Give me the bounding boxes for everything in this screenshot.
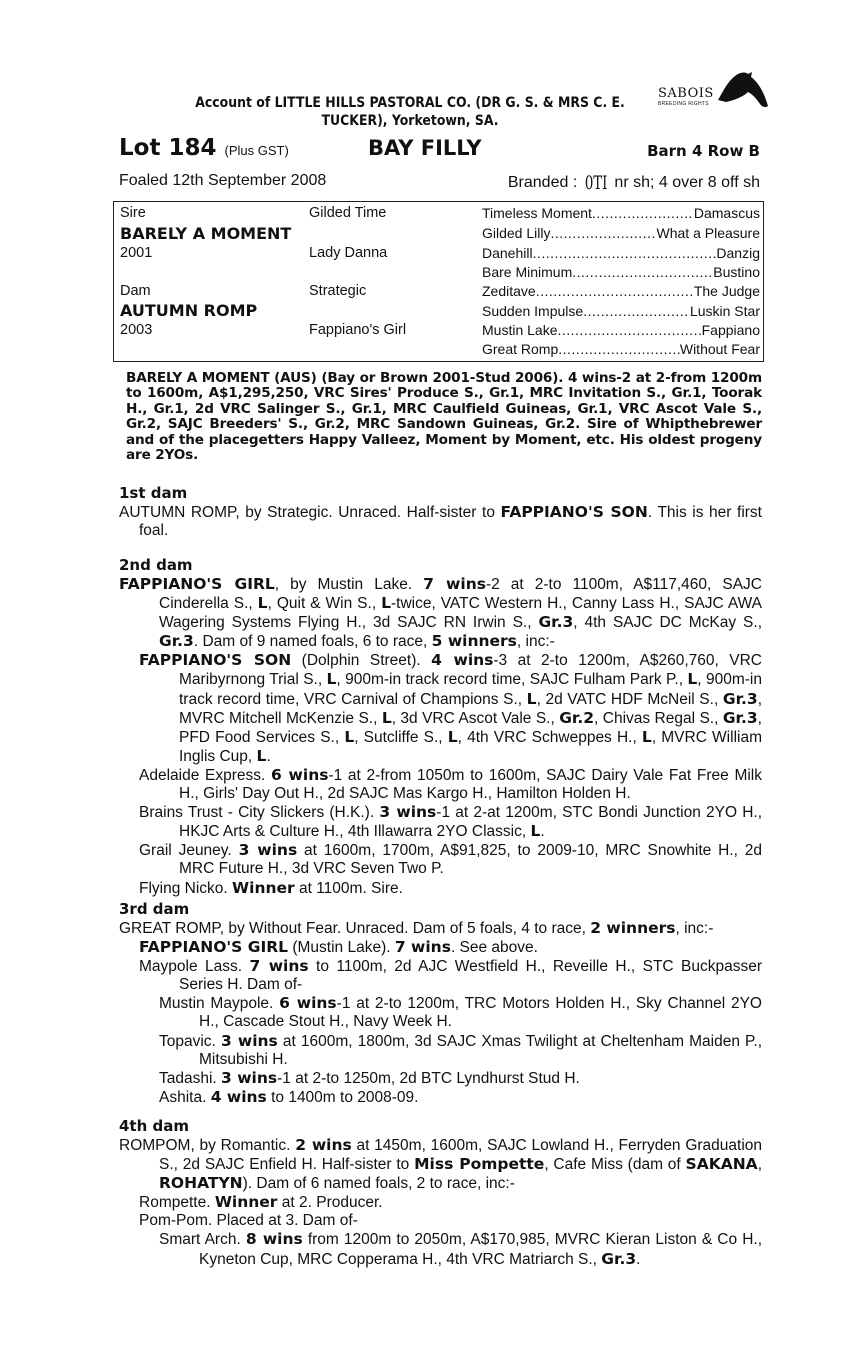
ancestor-row [482, 224, 760, 243]
ancestor: Zeditave [482, 283, 536, 299]
vendor-account [186, 94, 633, 130]
progeny-entry: Mustin Maypole. 6 wins-1 at 2-to 1200m, TRC Motors Holden H., Sky Channel 2YO H., Cascade Stout H., Navy Week H. [159, 994, 762, 1031]
sire-summary: BARELY A MOMENT (AUS) (Bay or Brown 2001-Stud 2006). 4 wins-2 at 2-from 1200m to 1600m, A$1,295,250, VRC Sires' Produce S., Gr.1, MRC Invitation S., Gr.1, Toorak H., Gr.1, 2d VRC Salinger S., Gr.1, MRC Caulfield Guineas, Gr.1, VRC Ascot Vale S., Gr.2, SAJC Breeders' S., Gr.2, MRC Sandown Guineas, Gr.2. Sire of Whipthebrewer and of the placegetters Happy Valleez, Moment by Moment, etc. His oldest progeny are 2YOs. [126, 370, 762, 464]
vendor-line-1: Account of LITTLE HILLS PASTORAL CO. (DR G. S. & MRS C. E. [195, 95, 625, 111]
progeny-entry: Maypole Lass. 7 wins to 1100m, 2d AJC Westfield H., Reveille H., STC Buckpasser Series H. Dam of- [139, 957, 762, 994]
ancestor-row [482, 263, 760, 282]
dam-name: AUTUMN ROMP [120, 301, 258, 320]
ancestor: Mustin Lake [482, 322, 558, 338]
dam-sire: Strategic [309, 283, 367, 299]
vendor-line-2: TUCKER), Yorketown, SA. [321, 113, 499, 129]
third-dam-heading: 3rd dam [119, 900, 190, 918]
ancestor: Great Romp [482, 341, 559, 357]
ancestor-row [482, 302, 760, 321]
progeny-entry: Tadashi. 3 wins-1 at 2-to 1250m, 2d BTC Lyndhurst Stud H. [159, 1068, 580, 1087]
progeny-entry: Ashita. 4 wins to 1400m to 2008-09. [159, 1087, 419, 1106]
progeny-entry: Rompette. Winner at 2. Producer. [139, 1193, 383, 1212]
sire-dam: Lady Danna [309, 245, 388, 261]
progeny-entry: Smart Arch. 8 wins from 1200m to 2050m, A$170,985, MVRC Kieran Liston & Co H., Kyneton Cup, MRC Copperama H., 4th VRC Matriarch S., Gr.3. [159, 1230, 763, 1268]
ancestor-row [482, 340, 760, 359]
ancestor-sire: Bustino [713, 264, 760, 280]
third-dam-section [119, 900, 762, 1107]
dam-dam: Fappiano's Girl [309, 322, 407, 338]
progeny-entry: FAPPIANO'S SON (Dolphin Street). 4 wins-3 at 2-to 1200m, A$260,760, VRC Maribyrnong Trial S., L, 900m-in track record time, SAJC Fulham Park P., L, 900m-in track record time, VRC Carnival of Champions S., L, 2d VATC HDF McNeil S., Gr.3, MVRC Mitchell McKenzie S., L, 3d VRC Ascot Vale S., Gr.2, Chivas Regal S., Gr.3, PFD Food Services S., L, Sutcliffe S., L, 4th VRC Schweppes H., L, MVRC William Inglis Cup, L. [139, 651, 762, 765]
sabois-logo [652, 70, 772, 114]
ancestor-row [482, 282, 760, 301]
fourth-dam-entry: ROMPOM, by Romantic. 2 wins at 1450m, 1600m, SAJC Lowland H., Ferryden Graduation S., 2d SAJC Enfield H. Half-sister to Miss Pompette, Cafe Miss (dam of SAKANA, ROHATYN). Dam of 6 named foals, 2 to race, inc:- [119, 1136, 763, 1193]
ancestor-row [482, 321, 760, 340]
ancestor-sire: Luskin Star [689, 303, 760, 319]
branded-info [508, 172, 760, 194]
ancestor-sire: What a Pleasure [656, 225, 760, 241]
fourth-dam-section [119, 1117, 762, 1269]
gst-note: (Plus GST) [224, 143, 289, 158]
progeny-entry: Brains Trust - City Slickers (H.K.). 3 wins-1 at 2-at 1200m, STC Bondi Junction 2YO H., HKJC Arts & Culture H., 4th Illawarra 2YO Classic, L. [139, 803, 762, 841]
ancestor: Gilded Lilly [482, 225, 551, 241]
second-dam-entry: FAPPIANO'S GIRL, by Mustin Lake. 7 wins-2 at 2-to 1100m, A$117,460, SAJC Cinderella S., L, Quit & Win S., L-twice, VATC Western H., Canny Lass H., SAJC AWA Wagering Systems Flying H., 3d SAJC RN Irwin S., Gr.3, 4th SAJC DC McKay S., Gr.3. Dam of 9 named foals, 6 to race, 5 winners, inc:- [119, 575, 763, 651]
progeny-entry: Pom-Pom. Placed at 3. Dam of- [139, 1212, 358, 1230]
horse-head-icon [710, 70, 770, 114]
sire-year: 2001 [120, 245, 153, 261]
ancestor: Timeless Moment [482, 205, 592, 221]
branded-suffix: nr sh; 4 over 8 off sh [609, 174, 760, 191]
sex-colour: BAY FILLY [368, 136, 482, 160]
ancestor-sire: The Judge [693, 283, 760, 299]
first-dam-heading: 1st dam [119, 484, 188, 502]
fourth-dam-heading: 4th dam [119, 1117, 189, 1135]
sire-label: Sire [120, 205, 146, 221]
progeny-entry: Adelaide Express. 6 wins-1 at 2-from 1050m to 1600m, SAJC Dairy Vale Fat Free Milk H., Girls' Day Out H., 2d SAJC Mas Kargo H., Hamilton Holden H. [139, 765, 762, 803]
progeny-entry: Grail Jeuney. 3 wins at 1600m, 1700m, A$91,825, to 2009-10, MRC Snowhite H., 2d MRC Future H., 3d VRC Seven Two P. [139, 841, 763, 878]
first-dam-section [119, 484, 762, 540]
ancestor-row [482, 244, 760, 263]
third-dam-entry: GREAT ROMP, by Without Fear. Unraced. Dam of 5 foals, 4 to race, 2 winners, inc:- [119, 919, 714, 937]
dam-year: 2003 [120, 322, 153, 338]
ancestor-row [482, 204, 760, 223]
ancestor-sire: Danzig [716, 245, 760, 261]
pedigree-table [113, 201, 764, 362]
brand-mark: 0TI [584, 172, 608, 194]
second-dam-heading: 2nd dam [119, 556, 193, 574]
logo-word: SABOIS [658, 86, 714, 101]
progeny-entry: Topavic. 3 wins at 1600m, 1800m, 3d SAJC Xmas Twilight at Cheltenham Maiden P., Mitsubishi H. [159, 1031, 762, 1068]
ancestor: Bare Minimum [482, 264, 573, 280]
progeny-entry: Flying Nicko. Winner at 1100m. Sire. [139, 878, 403, 897]
ancestor-sire: Damascus [693, 205, 760, 221]
foaled-date: Foaled 12th September 2008 [119, 172, 327, 189]
ancestor-sire: Fappiano [701, 322, 760, 338]
ancestor-sire: Without Fear [679, 341, 760, 357]
first-dam-text: AUTUMN ROMP, by Strategic. Unraced. Half-sister to FAPPIANO'S SON. This is her first foal. [119, 503, 762, 540]
dam-label: Dam [120, 283, 151, 299]
ancestor: Sudden Impulse [482, 303, 584, 319]
progeny-entry: FAPPIANO'S GIRL (Mustin Lake). 7 wins. See above. [139, 938, 538, 957]
barn-location: Barn 4 Row B [647, 142, 760, 160]
lot-label: Lot 184 [119, 135, 217, 161]
branded-prefix: Branded : [507, 174, 582, 191]
second-dam-section [119, 556, 762, 898]
sire-name: BARELY A MOMENT [120, 224, 292, 243]
ancestor: Danehill [482, 245, 533, 261]
logo-subtext: BREEDING RIGHTS [658, 101, 709, 107]
lot-number [119, 134, 289, 165]
sire-sire: Gilded Time [309, 205, 387, 221]
